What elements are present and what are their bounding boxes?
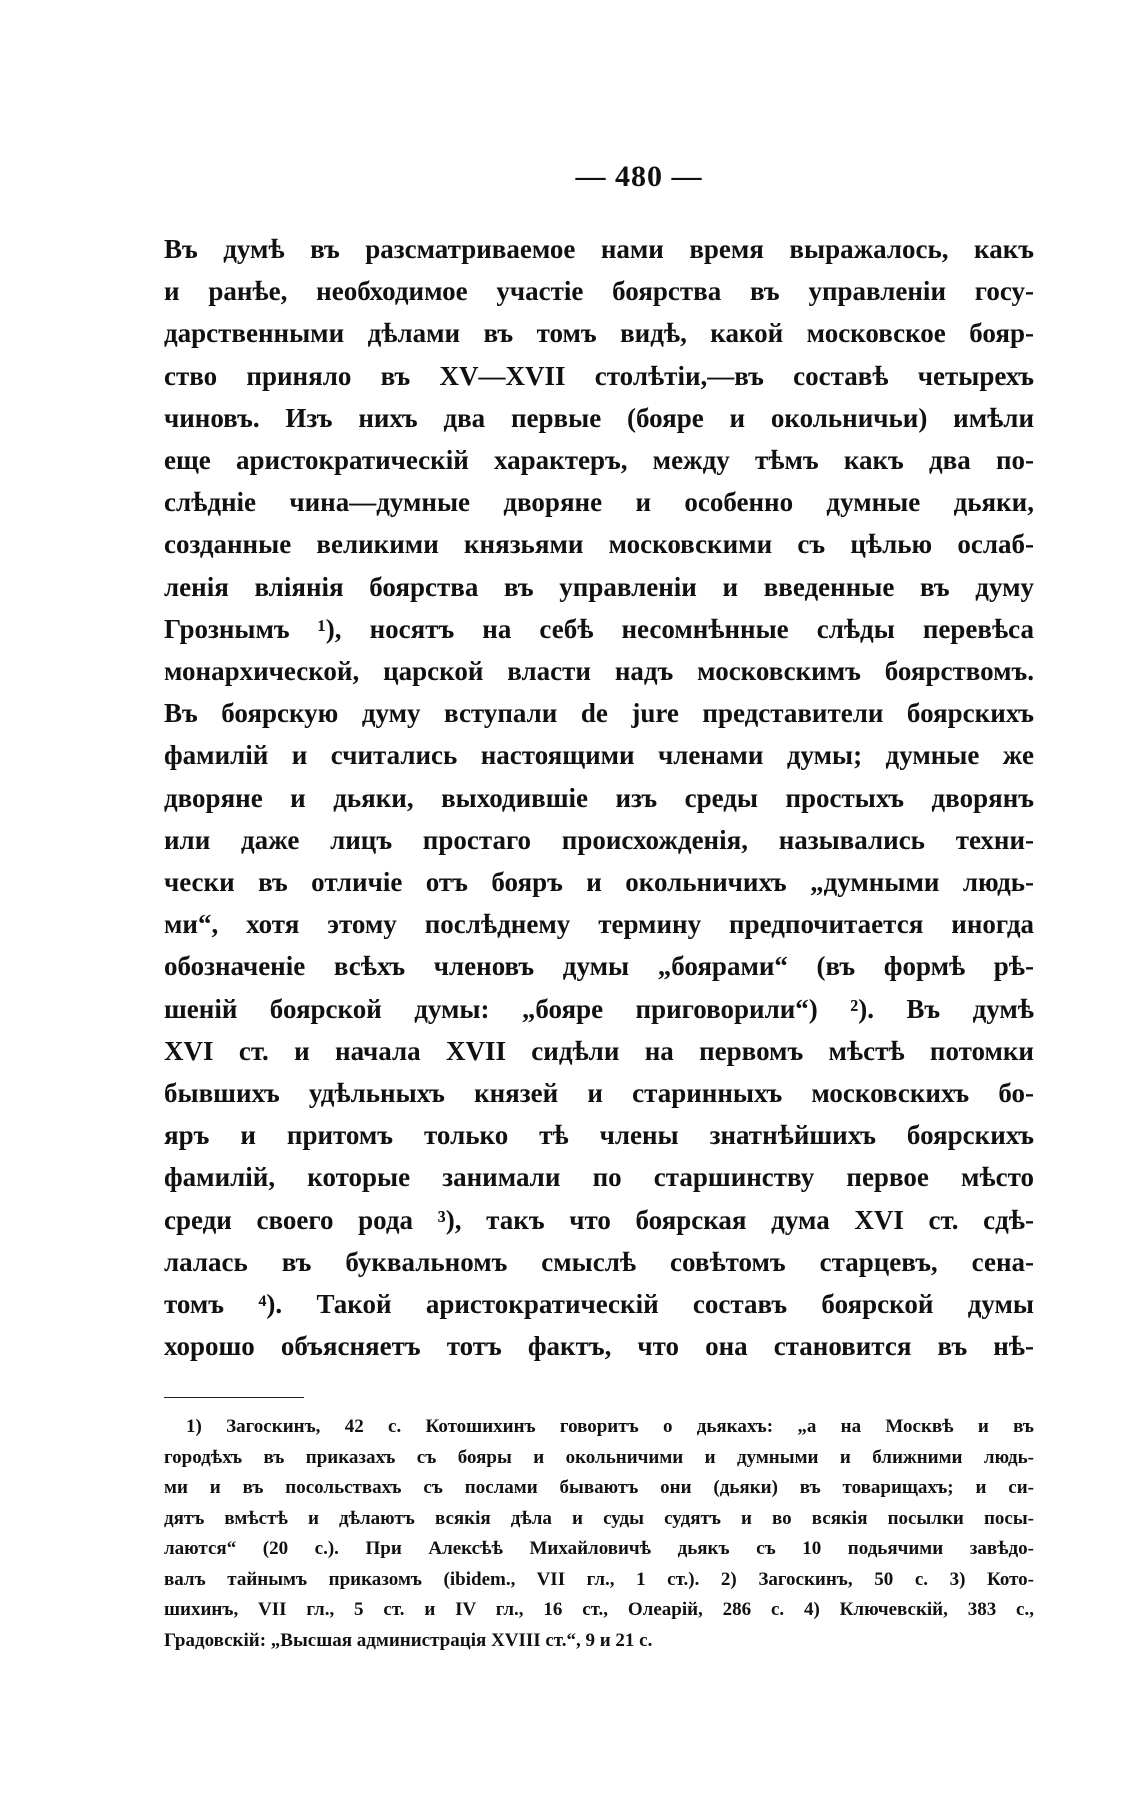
body-line: томъ ⁴). Такой аристократическій составъ боярской думы	[164, 1289, 1034, 1320]
footnote-line: городѣхъ въ приказахъ съ бояры и окольничими и думными и ближними людь-	[164, 1446, 1034, 1468]
body-line: хорошо объясняетъ тотъ фактъ, что она становится въ нѣ-	[164, 1331, 1034, 1362]
footnote-line: 1) Загоскинъ, 42 с. Котошихинъ говоритъ о дьякахъ: „а на Москвѣ и въ	[186, 1416, 1034, 1438]
body-line: и ранѣе, необходимое участіе боярства въ управленіи госу-	[164, 276, 1034, 307]
body-line: фамилій, которые занимали по старшинству первое мѣсто	[164, 1162, 1034, 1193]
body-line: чески въ отличіе отъ бояръ и окольничихъ „думными людь-	[164, 867, 1034, 898]
footnote-line: дятъ вмѣстѣ и дѣлаютъ всякія дѣла и суды судятъ и во всякія посылки посы-	[164, 1507, 1034, 1529]
body-line: дарственными дѣлами въ томъ видѣ, какой московское бояр-	[164, 318, 1034, 349]
body-line: обозначеніе всѣхъ членовъ думы „боярами“ (въ формѣ рѣ-	[164, 951, 1034, 982]
body-line: Въ боярскую думу вступали de jure представители боярскихъ	[164, 698, 1034, 729]
footnote-divider	[164, 1397, 304, 1398]
page-number: — 480 —	[575, 160, 703, 193]
book-page	[164, 160, 1034, 1656]
body-text	[164, 228, 1034, 1367]
footnote-line: валъ тайнымъ приказомъ (ibidem., VII гл., 1 ст.). 2) Загоскинъ, 50 с. 3) Кото-	[164, 1568, 1034, 1590]
body-line: XVI ст. и начала XVII сидѣли на первомъ мѣстѣ потомки	[164, 1035, 1034, 1066]
footnote-line: Градовскій: „Высшая администрація XVIII ст.“, 9 и 21 с.	[164, 1629, 653, 1651]
body-line: шеній боярской думы: „бояре приговорили“) ²). Въ думѣ	[164, 993, 1034, 1024]
body-line: бывшихъ удѣльныхъ князей и старинныхъ московскихъ бо-	[164, 1078, 1034, 1109]
body-line: созданные великими князьями московскими съ цѣлью ослаб-	[164, 529, 1034, 560]
body-line: чиновъ. Изъ нихъ два первые (бояре и окольничьи) имѣли	[164, 402, 1034, 433]
body-line: яръ и притомъ только тѣ члены знатнѣйшихъ боярскихъ	[164, 1120, 1034, 1151]
footnote-line: ми и въ посольствахъ съ послами бываютъ они (дьяки) въ товарищахъ; и си-	[164, 1477, 1034, 1499]
body-line: Въ думѣ въ разсматриваемое нами время выражалось, какъ	[164, 234, 1034, 264]
body-line: фамилій и считались настоящими членами думы; думные же	[164, 740, 1034, 771]
footnotes	[164, 1412, 1034, 1656]
body-line: или даже лицъ простаго происхожденія, назывались техни-	[164, 824, 1034, 855]
body-line: Грознымъ ¹), носятъ на себѣ несомнѣнные слѣды перевѣса	[164, 613, 1034, 644]
footnote-line: лаются“ (20 с.). При Алексѣѣ Михайловичѣ дьякъ съ 10 подьячими завѣдо-	[164, 1538, 1034, 1560]
body-line: ми“, хотя этому послѣднему термину предпочитается иногда	[164, 909, 1034, 940]
body-line: среди своего рода ³), такъ что боярская дума XVI ст. сдѣ-	[164, 1204, 1034, 1235]
body-line: слѣдніе чина—думные дворяне и особенно думные дьяки,	[164, 487, 1034, 518]
footnote-line: шихинъ, VII гл., 5 ст. и IV гл., 16 ст., Олеарій, 286 с. 4) Ключевскій, 383 с.,	[164, 1599, 1034, 1621]
body-line: ленія вліянія боярства въ управленіи и введенные въ думу	[164, 571, 1034, 602]
body-line: лалась въ буквальномъ смыслѣ совѣтомъ старцевъ, сена-	[164, 1246, 1034, 1277]
body-line: еще аристократическій характеръ, между тѣмъ какъ два по-	[164, 445, 1034, 476]
body-line: ство приняло въ XV—XVII столѣтіи,—въ составѣ четырехъ	[164, 360, 1034, 391]
body-line: дворяне и дьяки, выходившіе изъ среды простыхъ дворянъ	[164, 782, 1034, 813]
body-line: монархической, царской власти надъ московскимъ боярствомъ.	[164, 656, 1034, 687]
